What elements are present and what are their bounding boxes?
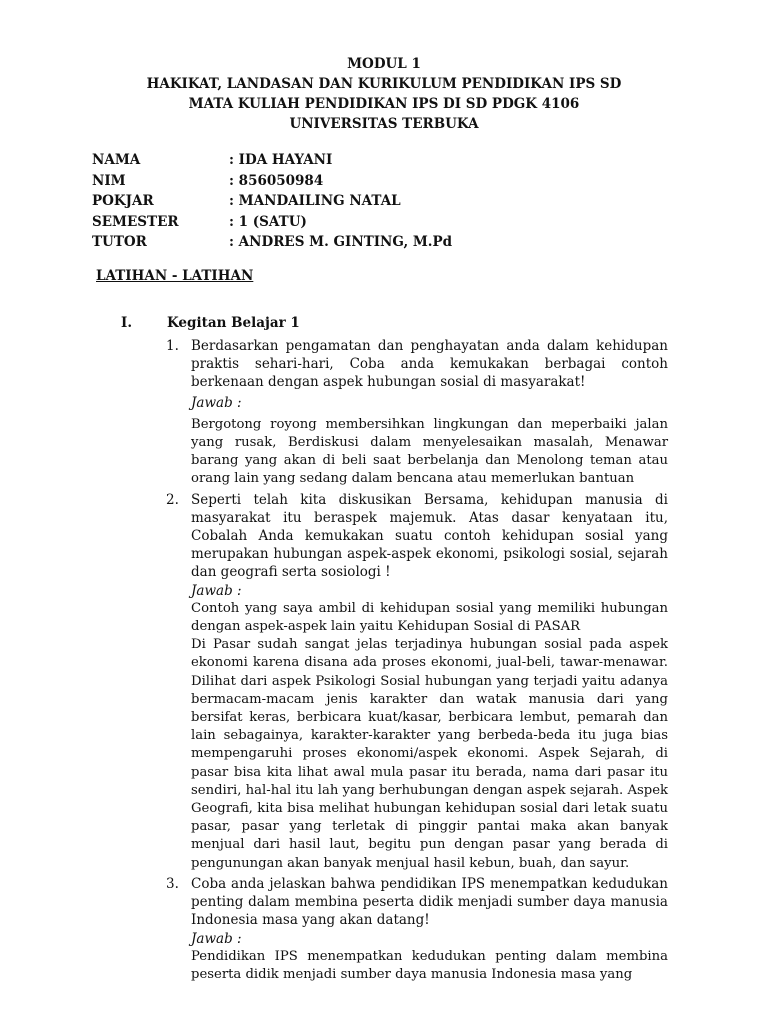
section-heading: LATIHAN - LATIHAN [96, 268, 254, 284]
module-title: HAKIKAT, LANDASAN DAN KURIKULUM PENDIDIKAN IPS SD [146, 76, 622, 92]
answer-paragraph: Pendidikan IPS menempatkan kedudukan penting dalam membina peserta didik menjadi sumber daya manusia Indonesia masa yang [191, 948, 668, 982]
identity-value: : 1 (SATU) [229, 213, 307, 230]
document-header [0, 54, 768, 134]
course-name: MATA KULIAH PENDIDIKAN IPS DI SD PDGK 4106 [188, 96, 580, 112]
question-body [191, 875, 668, 984]
module-number: MODUL 1 [347, 56, 421, 72]
part-number: I. [121, 315, 133, 331]
answer-label: Jawab : [191, 394, 242, 411]
question-list [166, 337, 668, 986]
identity-row-semester [92, 212, 452, 233]
identity-label: NAMA [92, 152, 141, 168]
student-identity [92, 150, 452, 253]
answer-paragraph: Bergotong royong membersihkan lingkungan dan meperbaiki jalan yang rusak, Berdiskusi dalam menyelesaikan masalah, Menawar barang yang akan di beli saat berbelanja dan Menolong teman atau orang lain yang sedang dalam bencana atau memerlukan bantuan [191, 416, 668, 487]
question-item [166, 491, 668, 873]
identity-row-nama [92, 150, 452, 171]
answer-label: Jawab : [191, 930, 242, 947]
question-text: Seperti telah kita diskusikan Bersama, kehidupan manusia di masyarakat itu beraspek majemuk. Atas dasar kenyataan itu, Cobalah Anda kemukakan suatu contoh kehidupan sosial yang merupakan hubungan aspek-aspek ekonomi, psikologi sosial, sejarah dan geografi serta sosiologi ! [191, 491, 668, 581]
answer-label: Jawab : [191, 582, 242, 599]
identity-row-tutor [92, 232, 452, 253]
part-heading [121, 315, 300, 331]
identity-row-nim [92, 171, 452, 192]
identity-value: : MANDAILING NATAL [229, 193, 401, 209]
answer-paragraph: Di Pasar sudah sangat jelas terjadinya hubungan sosial pada aspek ekonomi karena disana ada proses ekonomi, jual-beli, tawar-menawar. Dilihat dari aspek Psikologi Sosial hubungan yang terjadi yaitu adanya bermacam-macam jenis karakter dan watak manusia dari yang bersifat keras, berbicara kuat/kasar, berbicara lembut, pemarah dan lain sebagainya, karakter-karakter yang berbeda-beda itu juga bias mempengaruhi proses ekonomi/aspek ekonomi. Aspek Sejarah, di pasar bisa kita lihat awal mula pasar itu berada, nama dari pasar itu sendiri, hal-hal itu lah yang berhubungan dengan aspek sejarah. Aspek Geografi, kita bisa melihat hubungan kehidupan sosial dari letak suatu pasar, pasar yang terletak di pinggir pantai maka akan banyak menjual dari hasil laut, begitu pun dengan pasar yang berada di pengunungan akan banyak menjual hasil kebun, buah, dan sayur. [191, 637, 668, 871]
identity-label: POKJAR [92, 193, 154, 209]
answer-paragraph: Contoh yang saya ambil di kehidupan sosial yang memiliki hubungan dengan aspek-aspek lain yaitu Kehidupan Sosial di PASAR [191, 600, 668, 635]
question-body [191, 337, 668, 489]
identity-label: TUTOR [92, 234, 147, 250]
part-title: Kegitan Belajar 1 [167, 315, 300, 331]
identity-row-pokjar [92, 191, 452, 212]
university-name: UNIVERSITAS TERBUKA [289, 116, 479, 132]
question-number: 1. [166, 338, 179, 354]
identity-label: SEMESTER [92, 213, 179, 230]
question-text: Berdasarkan pengamatan dan penghayatan anda dalam kehidupan praktis sehari-hari, Coba anda kemukakan berbagai contoh berkenaan dengan aspek hubungan sosial di masyarakat! [191, 338, 668, 391]
question-text: Coba anda jelaskan bahwa pendidikan IPS menempatkan kedudukan penting dalam membina peserta didik menjadi sumber daya manusia Indonesia masa yang akan datang! [191, 875, 668, 929]
question-body [191, 491, 668, 873]
identity-value: : IDA HAYANI [229, 152, 333, 168]
question-number: 2. [166, 491, 179, 508]
identity-value: : ANDRES M. GINTING, M.Pd [229, 234, 453, 250]
question-number: 3. [166, 875, 179, 892]
identity-label: NIM [92, 172, 126, 189]
question-item [166, 337, 668, 489]
identity-value: : 856050984 [229, 172, 324, 189]
question-item [166, 875, 668, 984]
